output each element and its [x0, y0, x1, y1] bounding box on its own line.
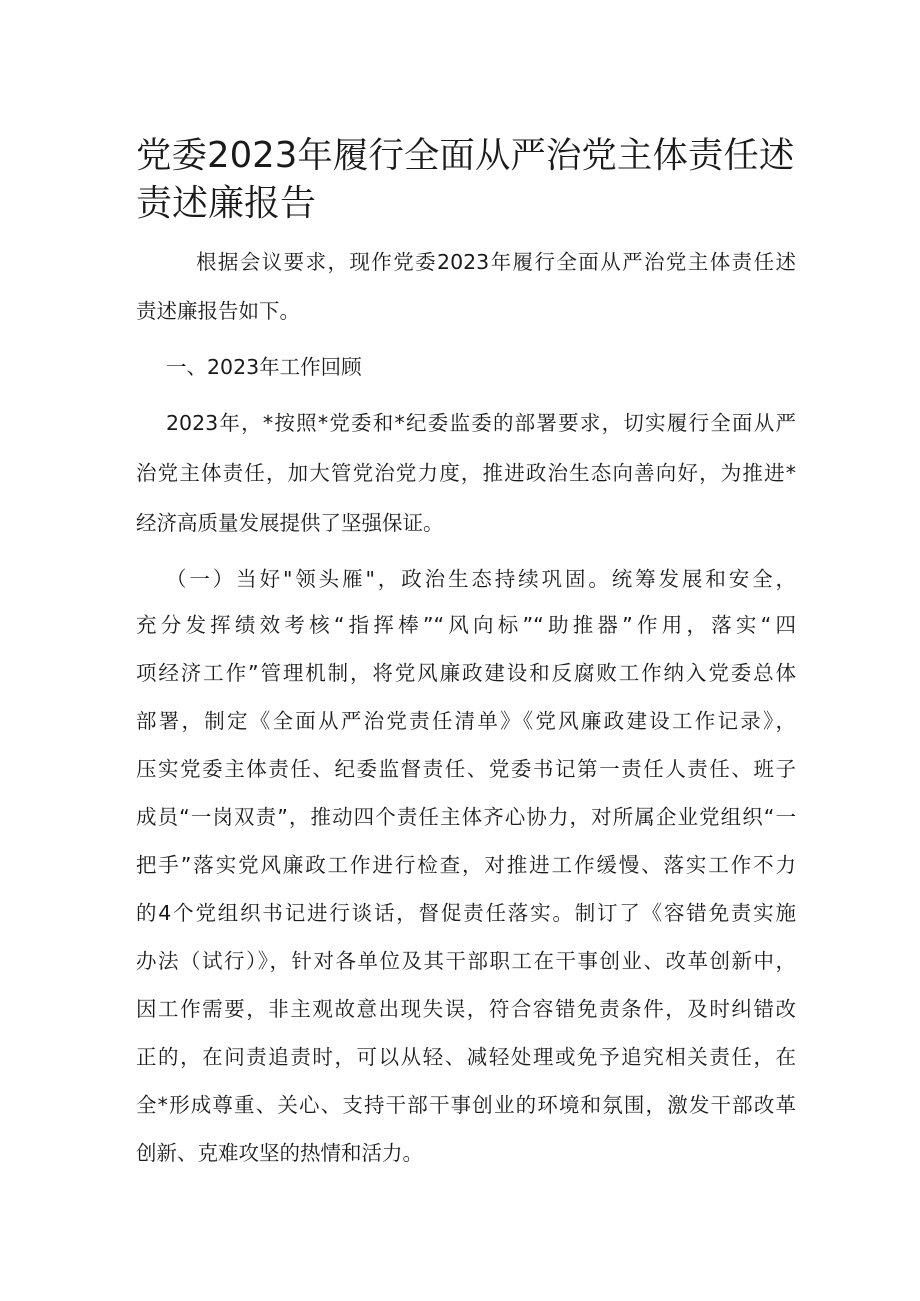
subsection-line: 全*形成尊重、关心、支持干部干事创业的环境和氛围，激发干部改革 [136, 1093, 796, 1117]
subsection-line: 因工作需要，非主观故意出现失误，符合容错免责条件，及时纠错改 [136, 997, 796, 1021]
intro-line: 责述廉报告如下。 [136, 299, 300, 323]
subsection-line: 办法（试行）》，针对各单位及其干部职工在干事创业、改革创新中， [136, 949, 796, 973]
subsection-line: 项经济工作”管理机制，将党风廉政建设和反腐败工作纳入党委总体 [136, 661, 796, 685]
subsection-line: 的4个党组织书记进行谈话，督促责任落实。制订了《容错免责实施 [136, 901, 796, 925]
document-title-line-2: 责述廉报告 [136, 183, 317, 224]
subsection-line: 把手”落实党风廉政工作进行检查，对推进工作缓慢、落实工作不力 [136, 853, 796, 877]
subsection-line: 部署，制定《全面从严治党责任清单》《党风廉政建设工作记录》， [136, 709, 796, 733]
subsection-line: 压实党委主体责任、纪委监督责任、党委书记第一责任人责任、班子 [136, 757, 796, 781]
subsection-line: 创新、克难攻坚的热情和活力。 [136, 1141, 423, 1165]
document-title-line-1: 党委2023年履行全面从严治党主体责任述 [136, 135, 795, 176]
intro-line: 根据会议要求，现作党委2023年履行全面从严治党主体责任述 [196, 250, 796, 274]
subsection-line: 充分发挥绩效考核“指挥棒”“风向标”“助推器”作用，落实“四 [136, 613, 796, 637]
overview-line: 2023年，*按照*党委和*纪委监委的部署要求，切实履行全面从严 [166, 411, 796, 435]
overview-line: 治党主体责任，加大管党治党力度，推进政治生态向善向好，为推进* [136, 461, 796, 485]
subsection-line: 成员“一岗双责”，推动四个责任主体齐心协力，对所属企业党组织“一 [136, 805, 796, 829]
section-heading: 一、2023年工作回顾 [166, 355, 362, 379]
overview-line: 经济高质量发展提供了坚强保证。 [136, 511, 444, 535]
subsection-line: 正的，在问责追责时，可以从轻、减轻处理或免予追究相关责任，在 [136, 1045, 796, 1069]
subsection-line: （一）当好"领头雁"，政治生态持续巩固。统筹发展和安全， [166, 567, 796, 591]
